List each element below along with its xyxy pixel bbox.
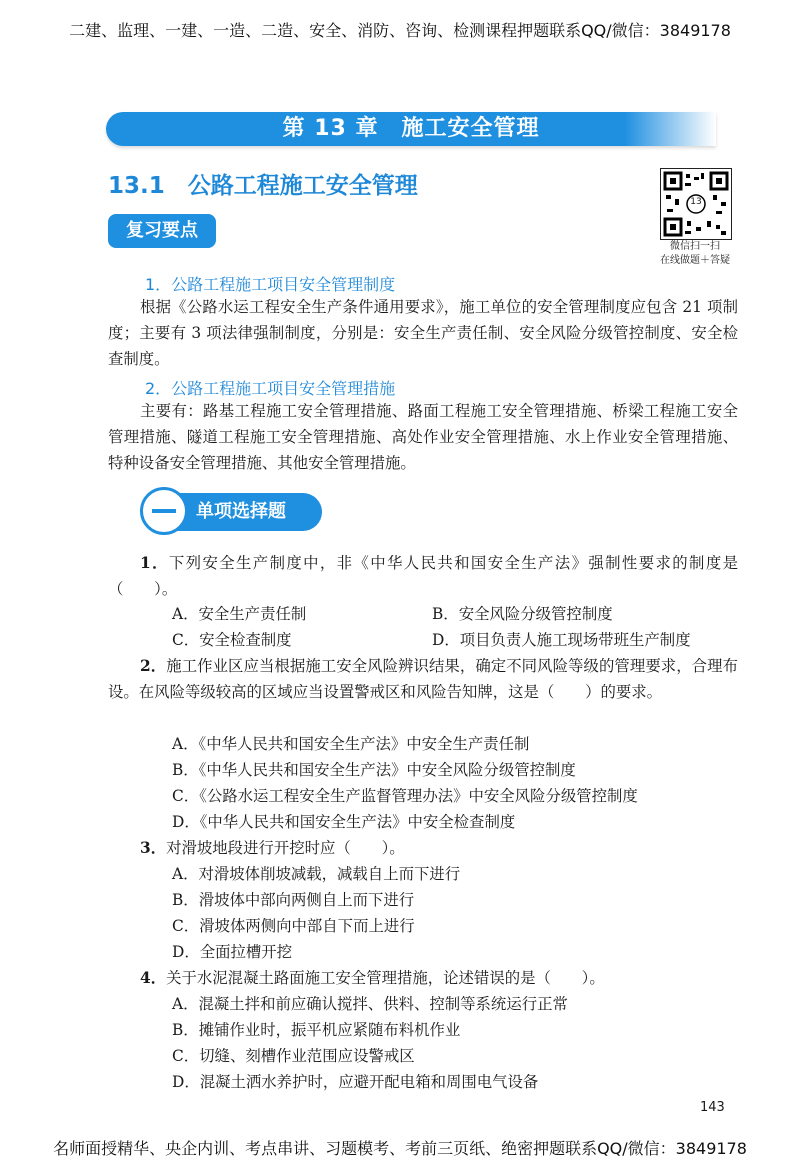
question-stem: 对滑坡地段进行开挖时应（ ）。 xyxy=(166,839,405,857)
q3-option-a[interactable]: A．对滑坡体削坡减载，减载自上而下进行 xyxy=(172,865,461,883)
question-1 xyxy=(108,550,738,602)
question-number: 3． xyxy=(140,839,167,857)
section-title: 13.1 公路工程施工安全管理 xyxy=(108,173,418,199)
q3-option-c[interactable]: C．滑坡体两侧向中部自下而上进行 xyxy=(172,917,415,935)
pill-dash-icon xyxy=(152,509,176,513)
qr-caption-line1: 微信扫一扫 xyxy=(670,241,720,252)
q4-option-b[interactable]: B．摊铺作业时，振平机应紧随布料机作业 xyxy=(172,1021,461,1039)
q1-option-d[interactable]: D．项目负责人施工现场带班生产制度 xyxy=(432,631,691,649)
question-2 xyxy=(108,653,738,705)
point-body-1: 根据《公路水运工程安全生产条件通用要求》，施工单位的安全管理制度应包含 21 项制度；主要有 3 项法律强制制度，分别是：安全生产责任制、安全风险分级管控制度、安全检查制度。 xyxy=(108,298,738,368)
point-heading-2: 2．公路工程施工项目安全管理措施 xyxy=(145,379,396,398)
question-stem: 下列安全生产制度中，非《中华人民共和国安全生产法》强制性要求的制度是（ ）。 xyxy=(108,554,738,598)
chapter-title: 第 13 章 施工安全管理 xyxy=(282,116,540,141)
q1-option-a[interactable]: A．安全生产责任制 xyxy=(172,605,307,623)
qr-code[interactable] xyxy=(660,168,732,240)
qr-caption-line2: 在线做题＋答疑 xyxy=(660,255,730,266)
q4-option-c[interactable]: C．切缝、刻槽作业范围应设警戒区 xyxy=(172,1047,415,1065)
page-footer: 名师面授精华、央企内训、考点串讲、习题模考、考前三页纸、绝密押题联系QQ/微信：3849178 xyxy=(53,1139,747,1158)
qr-code-label: 13 xyxy=(690,197,702,207)
review-points-badge: 复习要点 xyxy=(108,214,216,248)
q3-option-b[interactable]: B．滑坡体中部向两侧自上而下进行 xyxy=(172,891,415,909)
q1-option-b[interactable]: B．安全风险分级管控制度 xyxy=(432,605,613,623)
page-number: 143 xyxy=(700,1100,725,1115)
question-number: 1． xyxy=(140,554,169,572)
point-heading-1: 1．公路工程施工项目安全管理制度 xyxy=(145,275,396,294)
q2-option-c[interactable]: C．《公路水运工程安全生产监督管理办法》中安全风险分级管控制度 xyxy=(172,787,638,805)
question-stem: 关于水泥混凝土路面施工安全管理措施，论述错误的是（ ）。 xyxy=(166,969,605,987)
q4-option-d[interactable]: D．混凝土洒水养护时，应避开配电箱和周围电气设备 xyxy=(172,1073,539,1091)
point-body-2: 主要有：路基工程施工安全管理措施、路面工程施工安全管理措施、桥梁工程施工安全管理措施、隧道工程施工安全管理措施、高处作业安全管理措施、水上作业安全管理措施、特种设备安全管理措施、其他安全管理措施。 xyxy=(108,402,738,472)
q2-option-d[interactable]: D．《中华人民共和国安全生产法》中安全检查制度 xyxy=(172,813,516,831)
q3-option-d[interactable]: D．全面拉槽开挖 xyxy=(172,943,293,961)
question-stem: 施工作业区应当根据施工安全风险辨识结果，确定不同风险等级的管理要求，合理布设。在风险等级较高的区域应当设置警戒区和风险告知牌，这是（ ）的要求。 xyxy=(108,657,738,701)
q2-option-b[interactable]: B．《中华人民共和国安全生产法》中安全风险分级管控制度 xyxy=(172,761,576,779)
q1-option-c[interactable]: C．安全检查制度 xyxy=(172,631,292,649)
question-4 xyxy=(108,965,738,991)
single-choice-label: 单项选择题 xyxy=(196,501,286,522)
question-number: 4． xyxy=(140,969,167,987)
qr-caption xyxy=(640,240,750,268)
q4-option-a[interactable]: A．混凝土拌和前应确认搅拌、供料、控制等系统运行正常 xyxy=(172,995,568,1013)
question-3 xyxy=(108,835,738,861)
question-number: 2． xyxy=(140,657,167,675)
page-header: 二建、监理、一建、一造、二造、安全、消防、咨询、检测课程押题联系QQ/微信：3849178 xyxy=(69,21,731,40)
q2-option-a[interactable]: A．《中华人民共和国安全生产法》中安全生产责任制 xyxy=(172,735,530,753)
